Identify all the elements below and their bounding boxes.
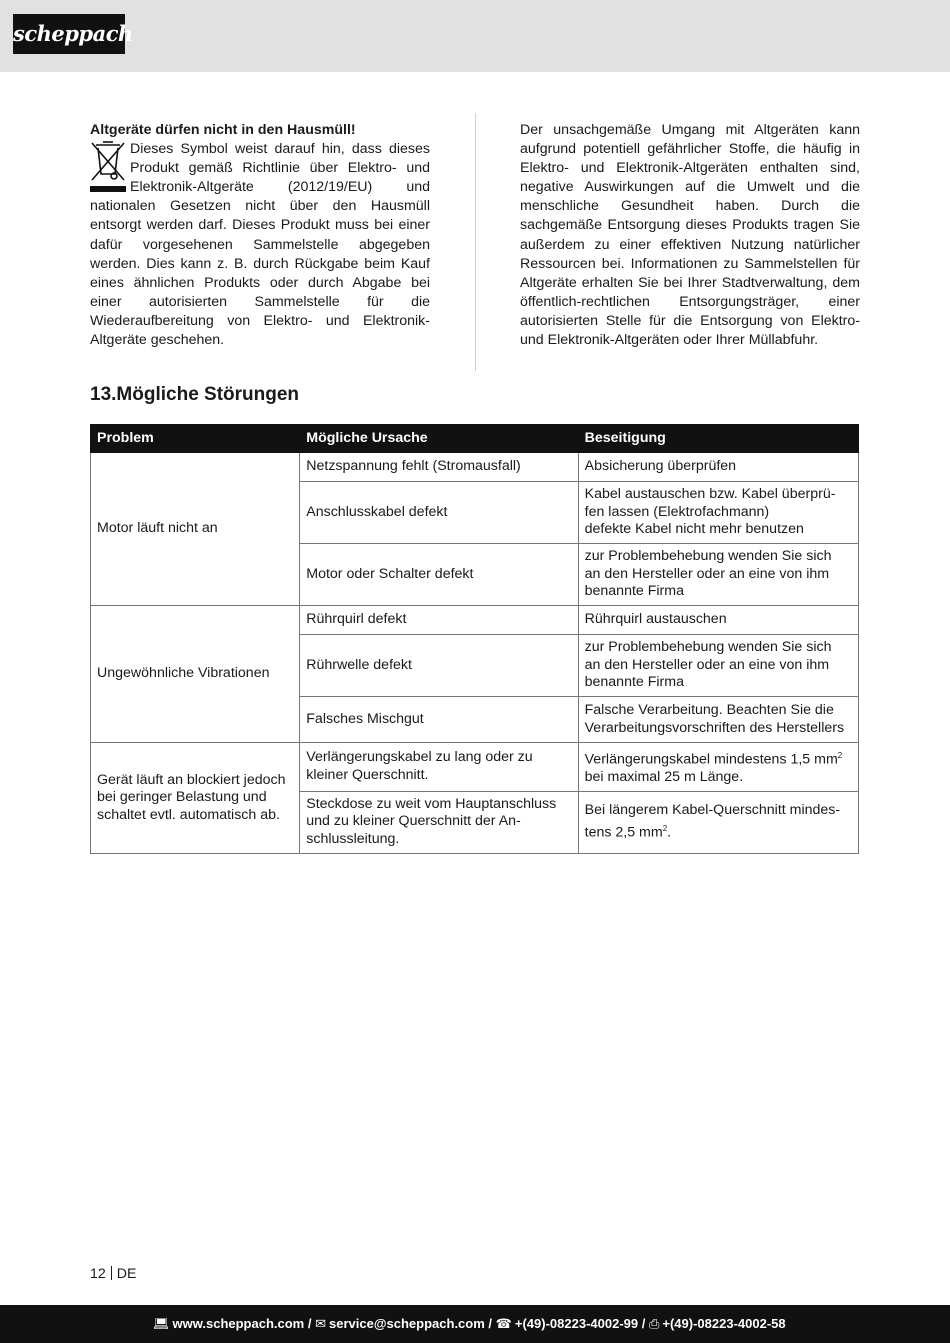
remedy-cell: Absicherung überprüfen [578,453,858,482]
page-language: DE [116,1266,137,1282]
cause-cell: Verlängerungskabel zu lang oder zu kleiner Querschnitt. [300,743,578,792]
remedy-cell: Kabel austauschen bzw. Kabel überprü- fen lassen (Elektrofachmann) defekte Kabel nicht mehr benutzen [578,482,858,544]
brand-logo: scheppach [13,14,125,54]
disposal-notice-column [90,121,430,350]
disposal-text: Dieses Symbol weist darauf hin, dass dieses Produkt gemäß Richtlinie über Elektro- und Elektronik-Altgeräte (2012/19/EU) und nationalen Gesetzen nicht über den Hausmüll entsorgt werden darf. Dieses Produkt muss bei einer dafür vorgesehenen Sammelstelle abgegeben werden. Dies kann z. B. durch Rückgabe beim Kauf eines ähnlichen Produkts oder durch Abgabe bei einer autorisierten Sammelstelle für die Wiederaufbereitung von Elektro- und Elektronik- Altgeräte geschehen. [90,141,430,349]
header-problem: Problem [91,425,300,453]
cause-cell: Rührwelle defekt [300,635,578,697]
footer-separator: / [641,1316,646,1331]
table-row [91,606,859,635]
environment-notice-column [520,121,860,350]
remedy-text: Bei längerem Kabel-Querschnitt mindes- tens 2,5 mm [584,802,841,841]
header-cause: Mögliche Ursache [300,425,578,453]
table-row [91,743,859,792]
remedy-text: Verlängerungskabel mindestens 1,5 mm [584,751,838,768]
header-remedy: Beseitigung [578,425,858,453]
remedy-cell: Rührquirl austauschen [578,606,858,635]
disposal-heading: Altgeräte dürfen nicht in den Hausmüll! [90,122,356,138]
cause-cell: Falsches Mischgut [300,697,578,743]
footer-separator: / [488,1316,493,1331]
cause-cell: Anschlusskabel defekt [300,482,578,544]
section-title [90,383,299,407]
footer-email[interactable]: service@scheppach.com [329,1316,485,1331]
table-row [91,453,859,482]
remedy-text-tail: bei maximal 25 m Länge. [584,769,744,786]
superscript: 2 [837,751,843,760]
cause-cell: Steckdose zu weit vom Hauptanschluss und zu kleiner Querschnitt der An- schlussleitung. [300,791,578,853]
cause-cell: Rührquirl defekt [300,606,578,635]
footer-separator: / [307,1316,312,1331]
footer-fax: +(49)-08223-4002-58 [662,1316,786,1331]
remedy-cell [578,791,858,853]
remedy-cell: zur Problembehebung wenden Sie sich an den Hersteller oder an eine von ihm benannte Firma [578,544,858,606]
envelope-icon: ✉ [315,1316,327,1331]
environment-text: Der unsachgemäße Umgang mit Altgeräten kann aufgrund potentiell gefährlicher Stoffe, die häufig in Elektro- und Elektronik-Altgeräten enthalten sind, negative Auswirkungen auf die Umwelt und die menschliche Gesundheit haben. Durch die sachgemäße Entsorgung dieses Produkts tragen Sie außerdem zu einer effektiven Nutzung natürlicher Ressourcen bei. Informationen zu Sammelstellen für Altgeräte erhalten Sie bei Ihrer Stadtverwaltung, dem öffentlich-rechtlichen Entsorgungsträger, einer autorisierten Stelle für die Entsorgung von Elektro- und Elektronik-Altgeräten oder Ihrer Müllabfuhr. [520,122,860,349]
column-divider [475,113,476,371]
crossed-out-wheelie-bin-icon [90,140,126,196]
section-number: 13. [90,384,117,405]
problem-cell: Ungewöhnliche Vibrationen [91,606,300,743]
telephone-icon: ☎ [495,1316,512,1331]
troubleshooting-table [90,424,859,854]
problem-cell: Motor läuft nicht an [91,453,300,606]
footer-phone: +(49)-08223-4002-99 [514,1316,639,1331]
footer-contact [153,1305,786,1343]
table-header-row [91,425,859,453]
superscript: 2 [662,823,668,833]
header-band [0,0,950,72]
cause-cell: Netzspannung fehlt (Stromausfall) [300,453,578,482]
remedy-cell: zur Problembehebung wenden Sie sich an den Hersteller oder an eine von ihm benannte Firma [578,635,858,697]
section-title-text: Mögliche Störungen [116,384,300,405]
footer-website[interactable]: www.scheppach.com [172,1316,305,1331]
laptop-icon: 💻︎ [153,1316,170,1331]
remedy-text-tail: . [667,824,672,841]
page-number [90,1265,137,1283]
page-number-separator [111,1266,112,1280]
cause-cell: Motor oder Schalter defekt [300,544,578,606]
problem-cell: Gerät läuft an blockiert jedoch bei geringer Belastung und schaltet evtl. automatisch ab. [91,743,300,854]
page-number-value: 12 [90,1266,106,1282]
fax-icon: ⎙ [648,1316,660,1331]
remedy-cell: Falsche Verarbeitung. Beachten Sie die Verarbeitungsvorschriften des Herstellers [578,697,858,743]
remedy-cell [578,743,858,792]
footer-band [0,1305,950,1343]
